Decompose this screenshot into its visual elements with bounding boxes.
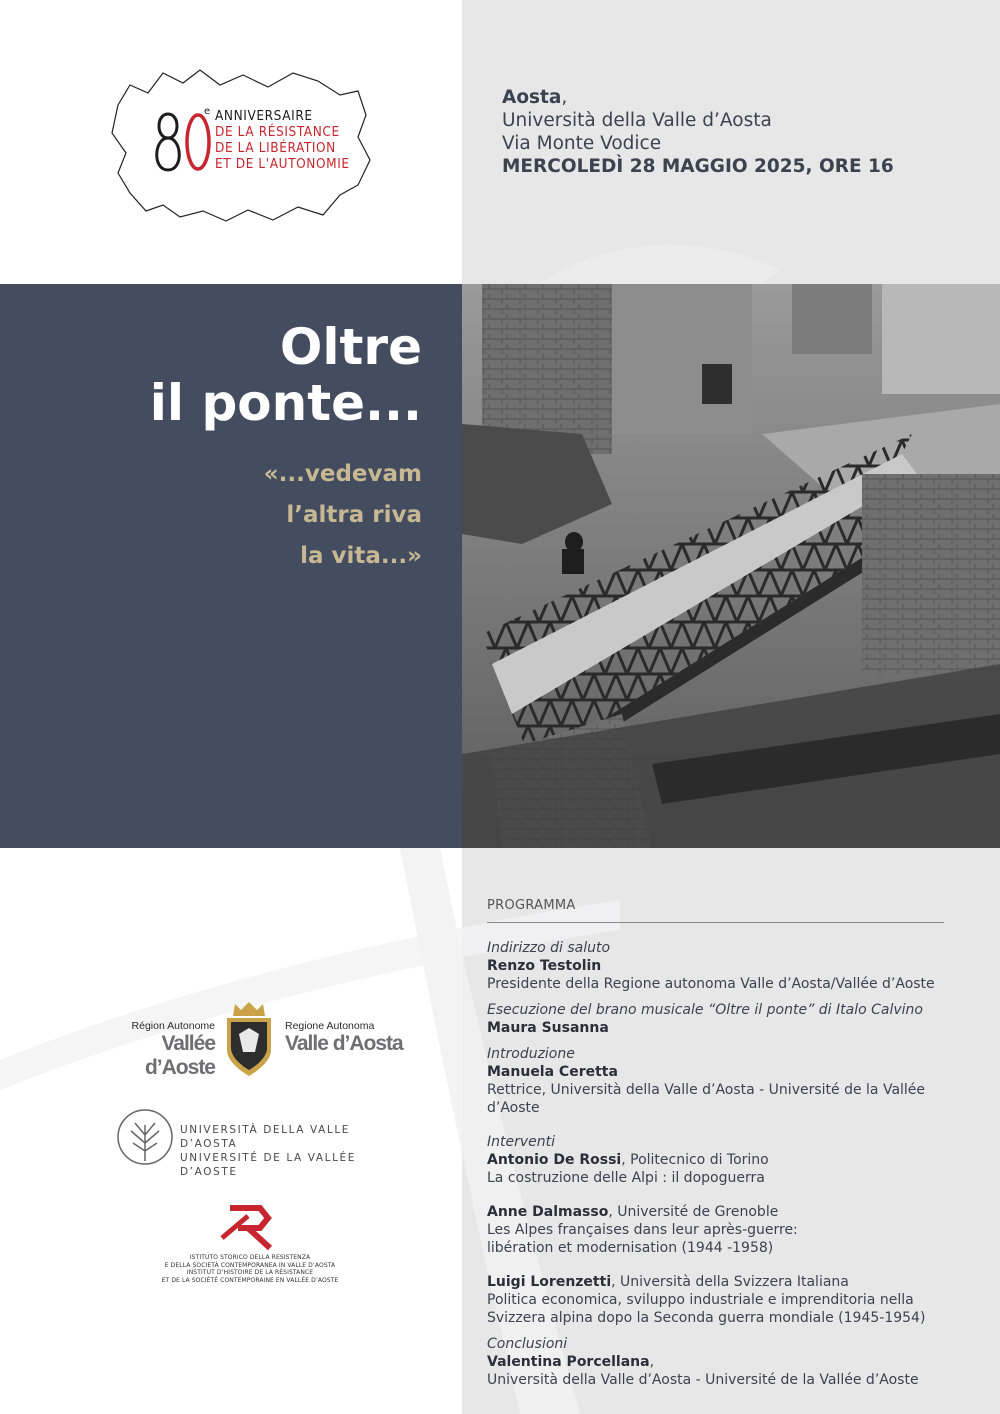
conclusioni-name: Valentina Porcellana (487, 1354, 650, 1370)
speaker-item: Anne Dalmasso, Université de Grenoble Les Alpes françaises dans leur après-guerre: libération et modernisation (1944 -1958) (487, 1204, 798, 1256)
intro-role: Rettrice, Università della Valle d’Aosta - Université de la Vallée d’Aoste (487, 1082, 926, 1116)
program-section: PROGRAMMA Indirizzo di saluto Renzo Testolin Presidente della Regione autonoma Valle d’Aosta/Vallée d’Aoste Esecuzione del brano musicale “Oltre il ponte” di Italo Calvino Maura Susanna Introduzione Manuela Ceretta Rettrice, Università della Valle d’Aosta - Université de la Vallée d’Aoste Interventi Antonio De Rossi, Politecnico di Torino La costruzione delle Alpi : il dopoguerra Anne Dalmasso, Université de Grenoble Les Alpes françaises dans leur après-guerre: libération et modernisation (1944 -1958) Luigi Lorenzetti, Università della Svizzera Italiana Politica economica, sviluppo industriale e imprenditoria nella Svizzera alpina dopo la Seconda guerra mondiale (1945-1954) Conclusioni Valentina Porcellana, Università della Valle d’Aosta - Université de la Vallée d’Aoste (487, 897, 947, 1389)
anniversary-title: ANNIVERSAIRE DE LA RÉSISTANCE DE LA LIBÉRATION ET DE L'AUTONOMIE (215, 108, 350, 172)
speaker-item: Luigi Lorenzetti, Università della Svizzera Italiana Politica economica, sviluppo industriale e imprenditoria nella Svizzera alpina dopo la Seconda guerra mondiale (1945-1954) (487, 1274, 926, 1326)
saluto-name: Renzo Testolin (487, 958, 602, 974)
program-heading: PROGRAMMA (487, 897, 944, 923)
tree-icon (115, 1105, 175, 1169)
venue-place: Università della Valle d’Aosta (502, 110, 772, 131)
title-band (0, 284, 462, 848)
crest-icon (221, 1000, 277, 1080)
conclusioni-role: Università della Valle d’Aosta - Université de la Vallée d’Aoste (487, 1372, 919, 1388)
event-datetime: MERCOLEDÌ 28 MAGGIO 2025, ORE 16 (502, 156, 894, 177)
istituto-storico-logo: ISTITUTO STORICO DELLA RESISTENZA E DELLA SOCIETÀ CONTEMPORANEA IN VALLE D’AOSTA INSTITUT D’HISTOIRE DE LA RÉSISTANCE ET DE LA SOCIÉTÉ CONTEMPORAINE EN VALLÉE D’AOSTE (160, 1198, 340, 1293)
anniversary-superscript: e (204, 106, 211, 117)
music-label: Esecuzione del brano musicale “Oltre il ponte” di Italo Calvino (487, 1002, 923, 1018)
venue-city: Aosta (502, 87, 562, 108)
saluto-label: Indirizzo di saluto (487, 940, 611, 956)
event-title: Oltre il ponte... (149, 318, 422, 432)
speaker-item: Antonio De Rossi, Politecnico di Torino La costruzione delle Alpi : il dopoguerra (487, 1152, 769, 1186)
isr-mark-icon (160, 1198, 340, 1253)
event-venue: Aosta, Università della Valle d’Aosta Via Monte Vodice MERCOLEDÌ 28 MAGGIO 2025, ORE 16 (502, 87, 894, 177)
conclusioni-label: Conclusioni (487, 1336, 568, 1352)
interventi-label: Interventi (487, 1134, 556, 1150)
intro-label: Introduzione (487, 1046, 575, 1062)
intro-name: Manuela Ceretta (487, 1064, 618, 1080)
university-logo: UNIVERSITÀ DELLA VALLE D’AOSTA UNIVERSITÉ DE LA VALLÉE D’AOSTE (115, 1105, 395, 1169)
regione-valle-aosta-logo: Région Autonome Vallée d’Aoste Regione Autonoma Valle d’Aosta (95, 1000, 405, 1082)
music-name: Maura Susanna (487, 1020, 609, 1036)
saluto-role: Presidente della Regione autonoma Valle d’Aosta/Vallée d’Aoste (487, 976, 935, 992)
venue-street: Via Monte Vodice (502, 133, 662, 154)
anniversary-80-icon (148, 104, 218, 176)
bridge-photo (462, 284, 1000, 848)
event-quote: «...vedevam l’altra riva la vita...» (263, 461, 422, 569)
